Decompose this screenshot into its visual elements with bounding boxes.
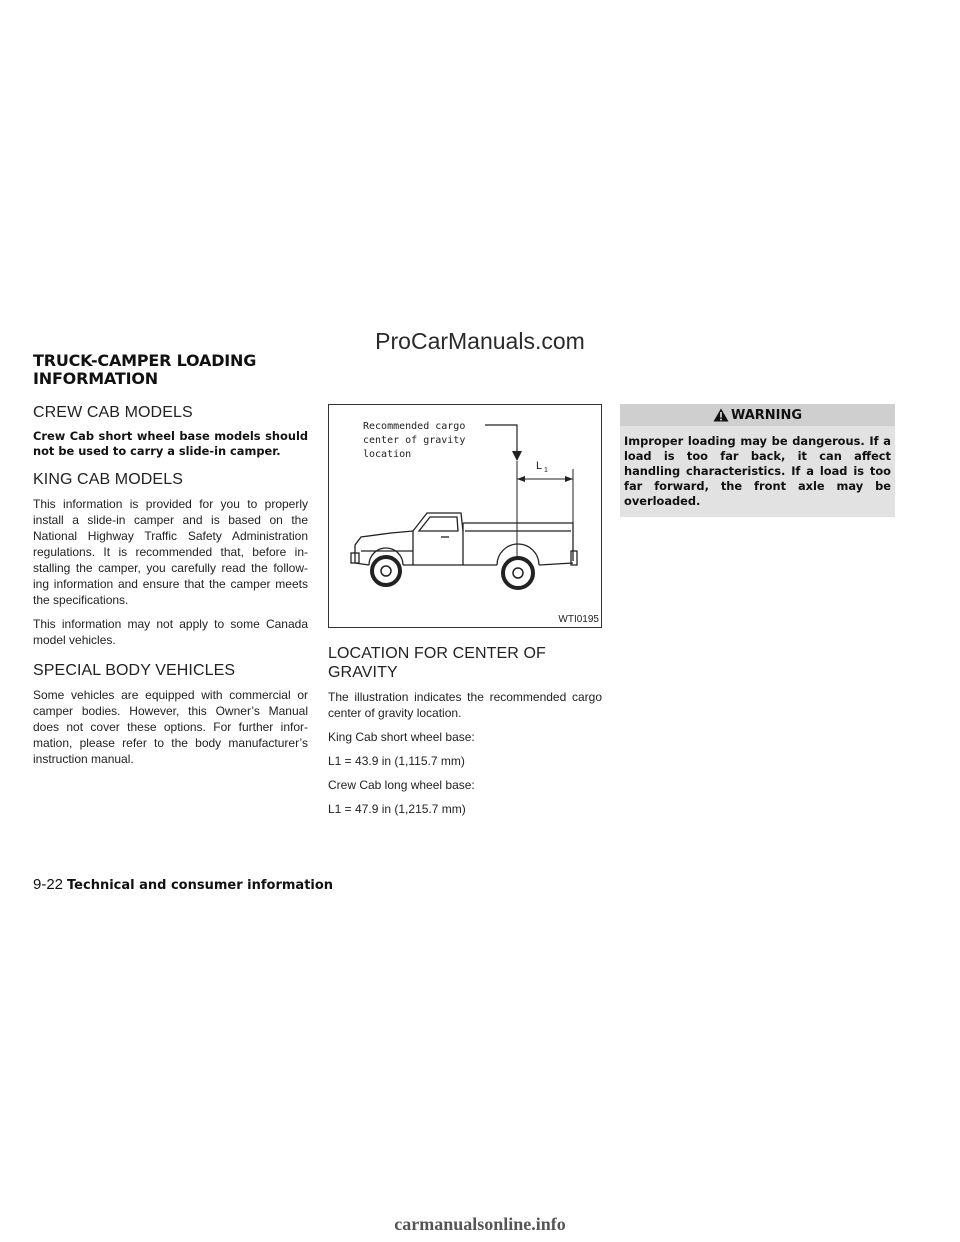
figure-code: WTI0195 — [558, 614, 599, 625]
page-footer — [33, 876, 333, 893]
figure-label-line-3: location — [363, 449, 412, 460]
dimension-subscript: 1 — [544, 467, 548, 474]
warning-box — [620, 404, 895, 517]
page-number: 9-22 — [33, 876, 64, 893]
watermark-top: ProCarManuals.com — [375, 328, 585, 354]
location-heading-line-2: GRAVITY — [328, 664, 398, 681]
right-column — [620, 404, 895, 517]
watermark-bottom: carmanualsonline.info — [394, 1214, 566, 1234]
crew-cab-heading: CREW CAB MODELS — [33, 404, 193, 421]
warning-icon — [713, 408, 729, 422]
crew-cab-l1-value: L1 = 47.9 in (1,215.7 mm) — [328, 802, 466, 816]
section-title-line-1: TRUCK-CAMPER LOADING — [33, 351, 257, 370]
king-cab-paragraph-2: This information may not apply to some Canada model vehicles. — [33, 617, 308, 647]
footer-title: Technical and consumer information — [67, 878, 334, 893]
figure-label-line-1: Recommended cargo — [363, 421, 466, 432]
location-heading-line-1: LOCATION FOR CENTER OF — [328, 645, 546, 662]
section-title — [33, 352, 256, 388]
warning-text: Improper loading may be dangerous. If a load is too far back, it can affect handling characteristics. If a load is too far forward, the front axle may be overloaded. — [624, 434, 891, 508]
special-body-heading: SPECIAL BODY VEHICLES — [33, 662, 236, 679]
king-cab-paragraph-1: This information is provided for you to properly install a slide-in camper and is based on the National Highway Traffic Safety Administration regulations. It is recommended that, before in-stalling the camper, you carefully read the follow-ing information and ensure that the camper meets the specifications. — [33, 497, 308, 607]
location-heading — [328, 644, 602, 682]
dimension-label: L — [536, 460, 543, 472]
warning-header — [620, 404, 895, 426]
crew-cab-wheelbase-label: Crew Cab long wheel base: — [328, 778, 475, 792]
left-column — [33, 404, 308, 775]
location-intro: The illustration indicates the recommended cargo center of gravity location. — [328, 690, 602, 720]
middle-column — [328, 404, 602, 825]
crew-cab-text: Crew Cab short wheel base models should not be used to carry a slide-in camper. — [33, 429, 308, 458]
truck-illustration — [329, 405, 601, 627]
warning-title: WARNING — [730, 407, 803, 423]
figure-label-line-2: center of gravity — [363, 435, 466, 446]
king-cab-l1-value: L1 = 43.9 in (1,115.7 mm) — [328, 754, 465, 768]
king-cab-wheelbase-label: King Cab short wheel base: — [328, 730, 475, 744]
special-body-text: Some vehicles are equipped with commercial or camper bodies. However, this Owner’s Manual does not cover these options. For further infor-mation, please refer to the body manufacturer’s instruction manual. — [33, 688, 308, 766]
king-cab-heading: KING CAB MODELS — [33, 471, 183, 488]
section-title-line-2: INFORMATION — [33, 369, 158, 388]
truck-diagram — [328, 404, 602, 628]
